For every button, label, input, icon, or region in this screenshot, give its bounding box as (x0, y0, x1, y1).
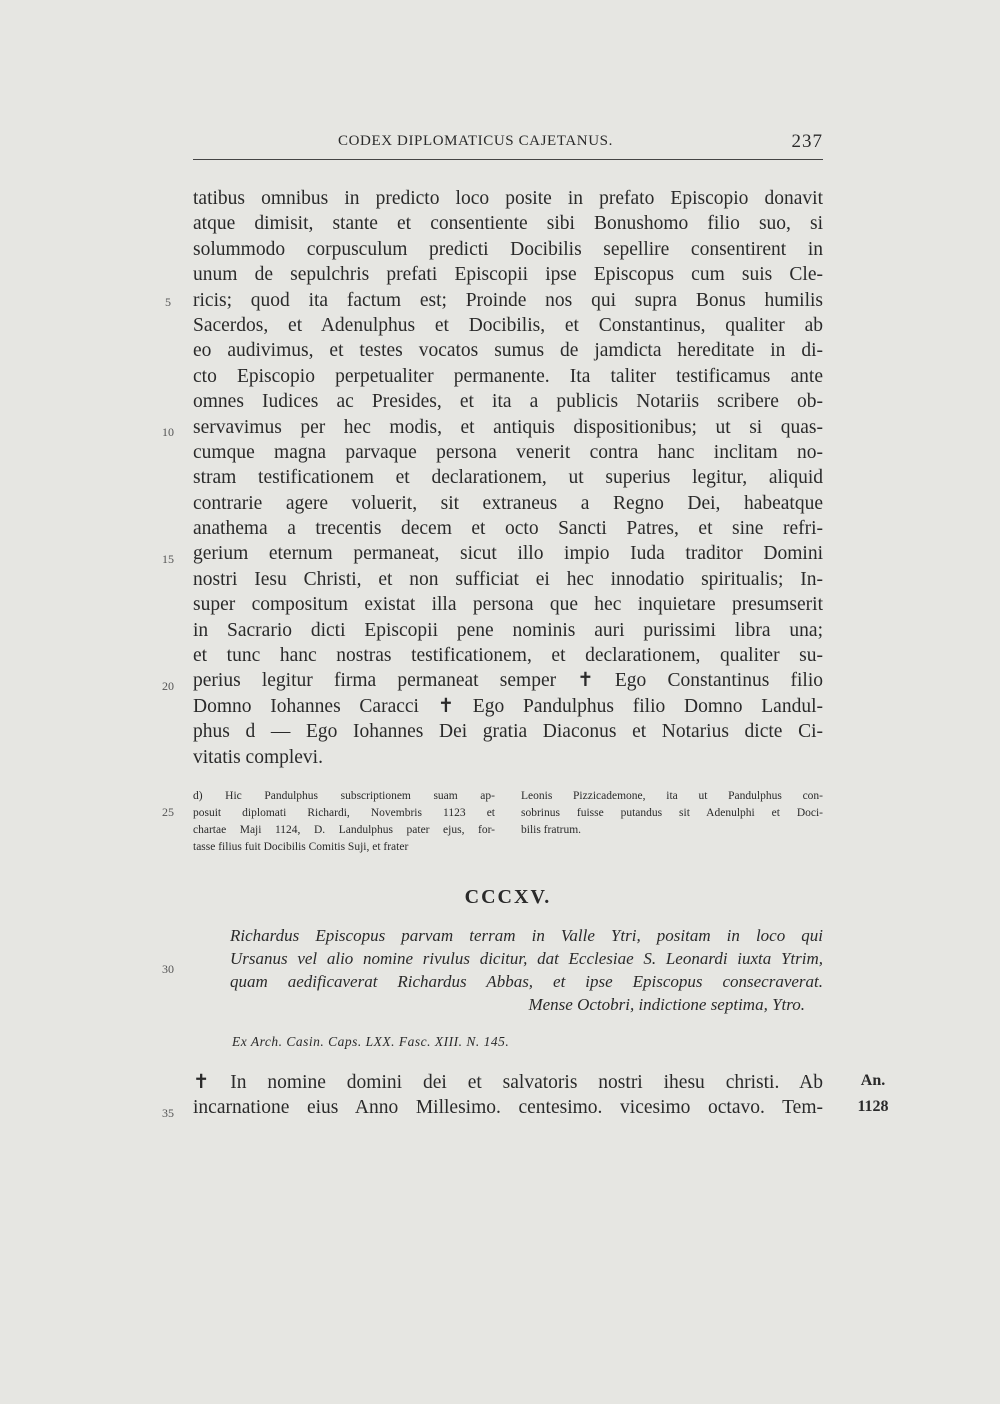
text-line: perius legitur firma permaneat semper ✝ Ego Constantinus filio (193, 670, 823, 692)
running-head (193, 133, 823, 155)
text-line: Sacerdos, et Adenulphus et Docibilis, et Constantinus, qualiter ab (193, 314, 823, 336)
text-line: stram testificationem et declarationem, ut superius legitur, aliquid (193, 467, 823, 489)
main-text-block (193, 186, 823, 770)
text-line: unum de sepulchris prefati Episcopii ipse Episcopus cum suis Cle- (193, 264, 823, 286)
footnote-line: chartae Maji 1124, D. Landulphus pater ejus, for- (193, 824, 495, 836)
line-number: 25 (162, 805, 174, 819)
text-line: vitatis complevi. (193, 746, 323, 768)
text-line: Domno Iohannes Caracci ✝ Ego Pandulphus filio Domno Landul- (193, 695, 823, 717)
text-line: tatibus omnibus in predicto loco posite in prefato Episcopio donavit (193, 188, 823, 209)
line-number: 20 (162, 679, 174, 693)
text-line: ricis; quod ita factum est; Proinde nos qui supra Bonus humilis (193, 289, 823, 311)
text-line: et tunc hanc nostras testificationem, et declarationem, qualiter su- (193, 645, 823, 667)
text-line: atque dimisit, stante et consentiente sibi Bonushomo filio suo, si (193, 213, 823, 235)
charter-text (193, 1070, 823, 1121)
line-number: 35 (162, 1106, 174, 1120)
footnote-line: Leonis Pizzicademone, ita ut Pandulphus con- (521, 790, 823, 802)
summary-line: Richardus Episcopus parvam terram in Valle Ytri, positam in loco qui (230, 926, 823, 945)
text-line: omnes Iudices ac Presides, et ita a publicis Notariis scribere ob- (193, 391, 823, 413)
document-number-heading: CCCXV. (464, 886, 552, 908)
footnote-right-column (521, 788, 823, 856)
footnote-line: posuit diplomati Richardi, Novembris 1123 et (193, 807, 495, 819)
summary-date-line: Mense Octobri, indictione septima, Ytro. (528, 995, 805, 1014)
footnote-line: tasse filius fuit Docibilis Comitis Suji, et frater (193, 841, 409, 853)
footnote-line: sobrinus fuisse putandus sit Adenulphi et Doci- (521, 807, 823, 819)
line-number: 10 (162, 425, 174, 439)
summary-line: quam aedificaverat Richardus Abbas, et ipse Episcopus consecraverat. (230, 972, 823, 991)
text-line: anathema a trecentis decem et octo Sancti Patres, et sine refri- (193, 518, 823, 540)
summary-line: Ursanus vel alio nomine rivulus dicitur, dat Ecclesiae S. Leonardi iuxta Ytrim, (230, 949, 823, 968)
text-line: gerium eternum permaneat, sicut illo impio Iuda traditor Domini (193, 543, 823, 565)
footnote-line: d) Hic Pandulphus subscriptionem suam ap- (193, 790, 495, 802)
text-line: phus d — Ego Iohannes Dei gratia Diaconus et Notarius dicte Ci- (193, 721, 823, 743)
text-line: in Sacrario dicti Episcopii pene nominis auri purissimi libra una; (193, 619, 823, 641)
line-number: 30 (162, 962, 174, 976)
line-number: 5 (165, 295, 171, 309)
text-line: ✝ In nomine domini dei et salvatoris nostri ihesu christi. Ab (193, 1072, 823, 1093)
text-line: servavimus per hec modis, et antiquis dispositionibus; ut si quas- (193, 416, 823, 438)
text-line: cto Episcopio perpetualiter permanente. Ita taliter testificamus ante (193, 365, 823, 387)
margin-year-value: 1128 (857, 1098, 889, 1115)
text-line: solummodo corpusculum predicti Docibilis sepellire consentirent in (193, 238, 823, 260)
text-line: cumque magna parvaque persona venerit contra hanc inclitam no- (193, 441, 823, 463)
archive-source: Ex Arch. Casin. Caps. LXX. Fasc. XIII. N. 145. (232, 1034, 510, 1049)
footnote-line: bilis fratrum. (521, 824, 582, 836)
text-line: super compositum existat illa persona que hec inquietare presumserit (193, 594, 823, 616)
margin-year-note (843, 1068, 903, 1120)
footnote-left-column (193, 788, 495, 856)
text-line: incarnatione eius Anno Millesimo. centesimo. vicesimo octavo. Tem- (193, 1097, 823, 1119)
margin-year-label: An. (860, 1072, 886, 1089)
line-number: 15 (162, 552, 174, 566)
header-rule (193, 159, 823, 160)
footnote-block (193, 788, 823, 856)
text-line: contrarie agere voluerit, sit extraneus a Regno Dei, habeatque (193, 492, 823, 514)
text-line: eo audivimus, et testes vocatos sumus de jamdicta hereditate in di- (193, 340, 823, 362)
text-line: nostri Iesu Christi, et non sufficiat ei hec innodatio spiritualis; In- (193, 568, 823, 590)
document-summary (230, 924, 823, 1016)
running-title: CODEX DIPLOMATICUS CAJETANUS. (338, 133, 613, 149)
page-number: 237 (791, 131, 823, 152)
